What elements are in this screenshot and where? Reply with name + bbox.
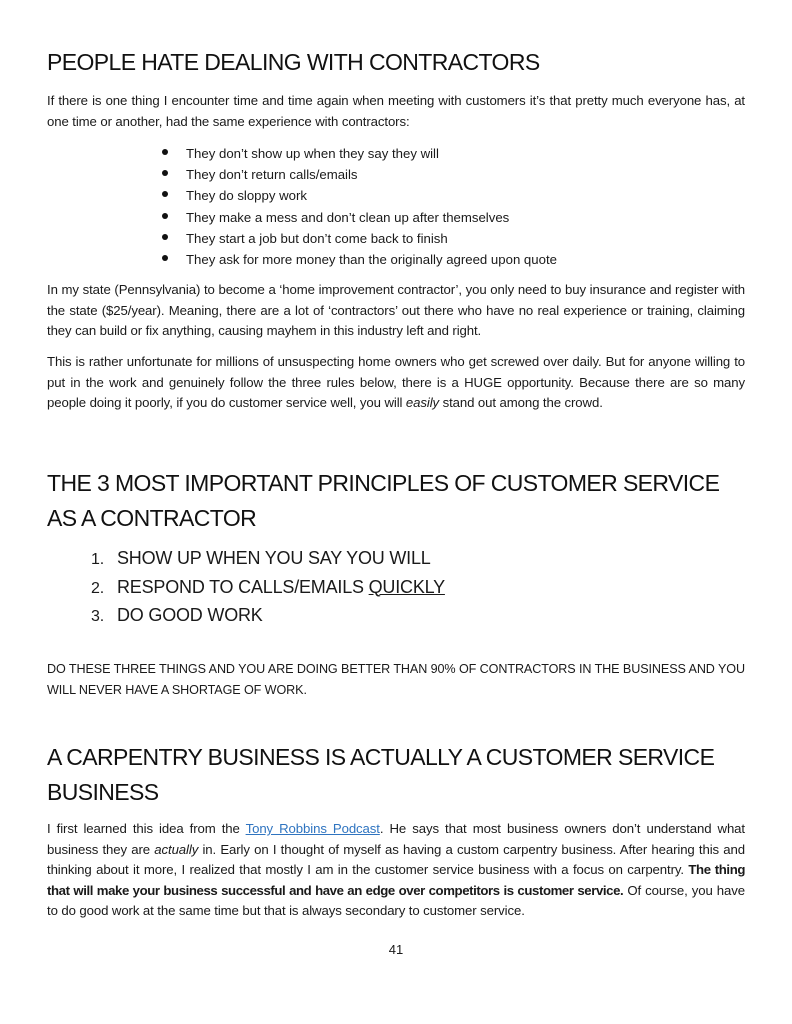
list-item: They don’t return calls/emails (161, 164, 557, 185)
list-item: 3. DO GOOD WORK (91, 605, 263, 625)
principles-list (91, 545, 445, 631)
bullet-icon (162, 170, 168, 176)
list-item: 2. RESPOND TO CALLS/EMAILS QUICKLY (91, 576, 445, 597)
pennsylvania-paragraph: In my state (Pennsylvania) to become a ‘home improvement contractor’, you only need to buy insurance and register with the state ($25/year). Meaning, there are a lot of ‘contractors’ out there who have no real experience or training, claiming they can build or fix anything, causing mayhem in this industry left and right. (47, 282, 745, 338)
list-item: 1. SHOW UP WHEN YOU SAY YOU WILL (91, 548, 431, 568)
list-item: They do sloppy work (161, 185, 557, 206)
list-item: They ask for more money than the originally agreed upon quote (161, 249, 557, 270)
tony-robbins-podcast-link[interactable]: Tony Robbins Podcast (245, 821, 380, 836)
bullet-icon (162, 149, 168, 155)
list-item: They start a job but don’t come back to finish (161, 228, 557, 249)
page-number: 41 (388, 942, 404, 957)
list-item: They make a mess and don’t clean up after themselves (161, 207, 557, 228)
bullet-icon (162, 213, 168, 219)
bullet-icon (162, 191, 168, 197)
complaints-list (161, 143, 557, 270)
bullet-icon (162, 255, 168, 261)
opportunity-paragraph: This is rather unfortunate for millions of unsuspecting home owners who get screwed over daily. But for anyone willing to put in the work and genuinely follow the three rules below, there is a HUGE opportunity. Because there are so many people doing it poorly, if you do customer service well, you will easily stand out among the crowd. (47, 354, 745, 410)
closing-statement: DO THESE THREE THINGS AND YOU ARE DOING BETTER THAN 90% OF CONTRACTORS IN THE BUSINESS AND YOU WILL NEVER HAVE A SHORTAGE OF WORK. (47, 662, 745, 697)
intro-paragraph: If there is one thing I encounter time and time again when meeting with customers it’s that pretty much everyone has, at one time or another, had the same experience with contractors: (47, 93, 745, 129)
heading-customer-service-business: A CARPENTRY BUSINESS IS ACTUALLY A CUSTOMER SERVICE BUSINESS (47, 744, 715, 805)
list-item: They don’t show up when they say they will (161, 143, 557, 164)
bullet-icon (162, 234, 168, 240)
heading-three-principles: THE 3 MOST IMPORTANT PRINCIPLES OF CUSTOMER SERVICE AS A CONTRACTOR (47, 470, 720, 531)
tony-robbins-paragraph: I first learned this idea from the Tony Robbins Podcast. He says that most business owners don’t understand what business they are actually in. Early on I thought of myself as having a custom carpentry business. After hearing this and thinking about it more, I realized that mostly I am in the customer service business with a focus on carpentry. The thing that will make your business successful and have an edge over competitors is customer service. Of course, you have to do good work at the same time but that is always secondary to customer service. (47, 821, 746, 918)
heading-people-hate-contractors: PEOPLE HATE DEALING WITH CONTRACTORS (47, 49, 540, 75)
